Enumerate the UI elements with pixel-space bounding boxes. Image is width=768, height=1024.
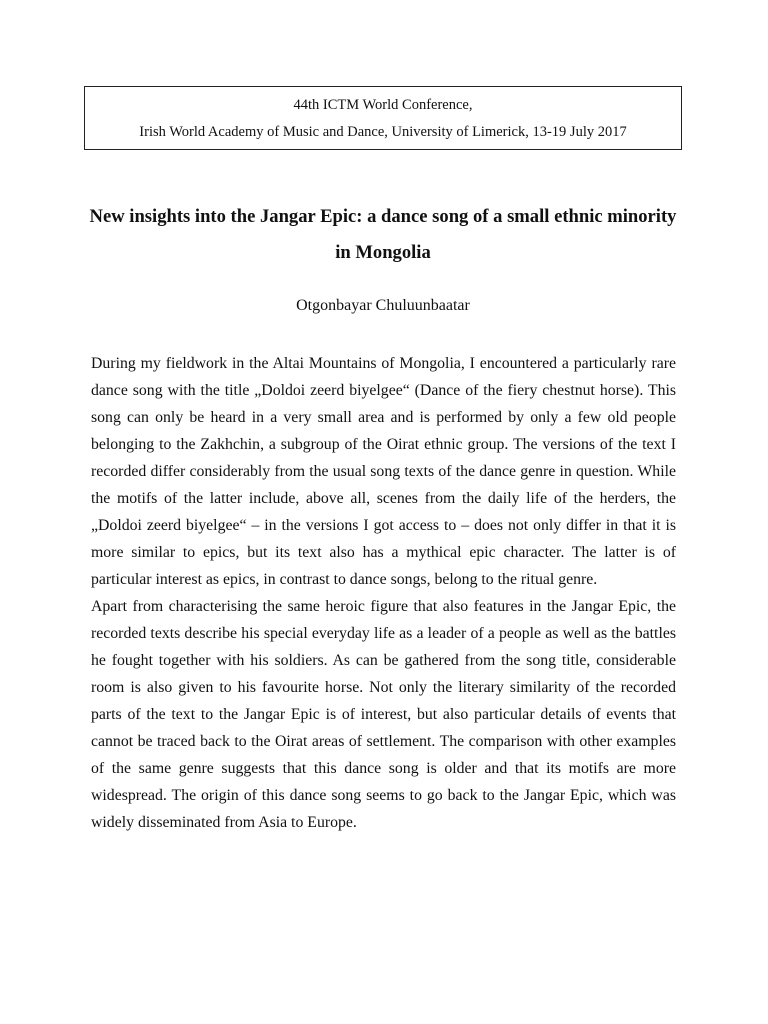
paper-title: New insights into the Jangar Epic: a dance song of a small ethnic minority in Mongolia — [89, 206, 677, 263]
conference-venue-dates: Irish World Academy of Music and Dance, University of Limerick, 13-19 July 2017 — [139, 124, 627, 140]
author-name: Otgonbayar Chuluunbaatar — [296, 297, 470, 314]
abstract-paragraph-2: Apart from characterising the same heroic figure that also features in the Jangar Epic, the recorded texts describe his special everyday life as a leader of a people as well as the battles he fought together with his soldiers. As can be gathered from the song title, considerable room is also given to his favourite horse. Not only the literary similarity of the recorded parts of the text to the Jangar Epic is of interest, but also particular details of events that cannot be traced back to the Oirat areas of settlement. The comparison with other examples of the same genre suggests that this dance song is older and that its motifs are more widespread. The origin of this dance song seems to go back to the Jangar Epic, which was widely disseminated from Asia to Europe. — [91, 598, 676, 831]
conference-header-box — [84, 86, 682, 150]
abstract-body — [91, 350, 676, 836]
abstract-paragraph-1: During my fieldwork in the Altai Mountains of Mongolia, I encountered a particularly rare dance song with the title „Doldoi zeerd biyelgee“ (Dance of the fiery chestnut horse). This song can only be heard in a very small area and is performed by only a few old people belonging to the Zakhchin, a subgroup of the Oirat ethnic group. The versions of the text I recorded differ considerably from the usual song texts of the dance genre in question. While the motifs of the latter include, above all, scenes from the daily life of the herders, the „Doldoi zeerd biyelgee“ – in the versions I got access to – does not only differ in that it is more similar to epics, but its text also has a mythical epic character. The latter is of particular interest as epics, in contrast to dance songs, belong to the ritual genre. — [91, 355, 676, 588]
conference-name: 44th ICTM World Conference, — [293, 97, 473, 113]
